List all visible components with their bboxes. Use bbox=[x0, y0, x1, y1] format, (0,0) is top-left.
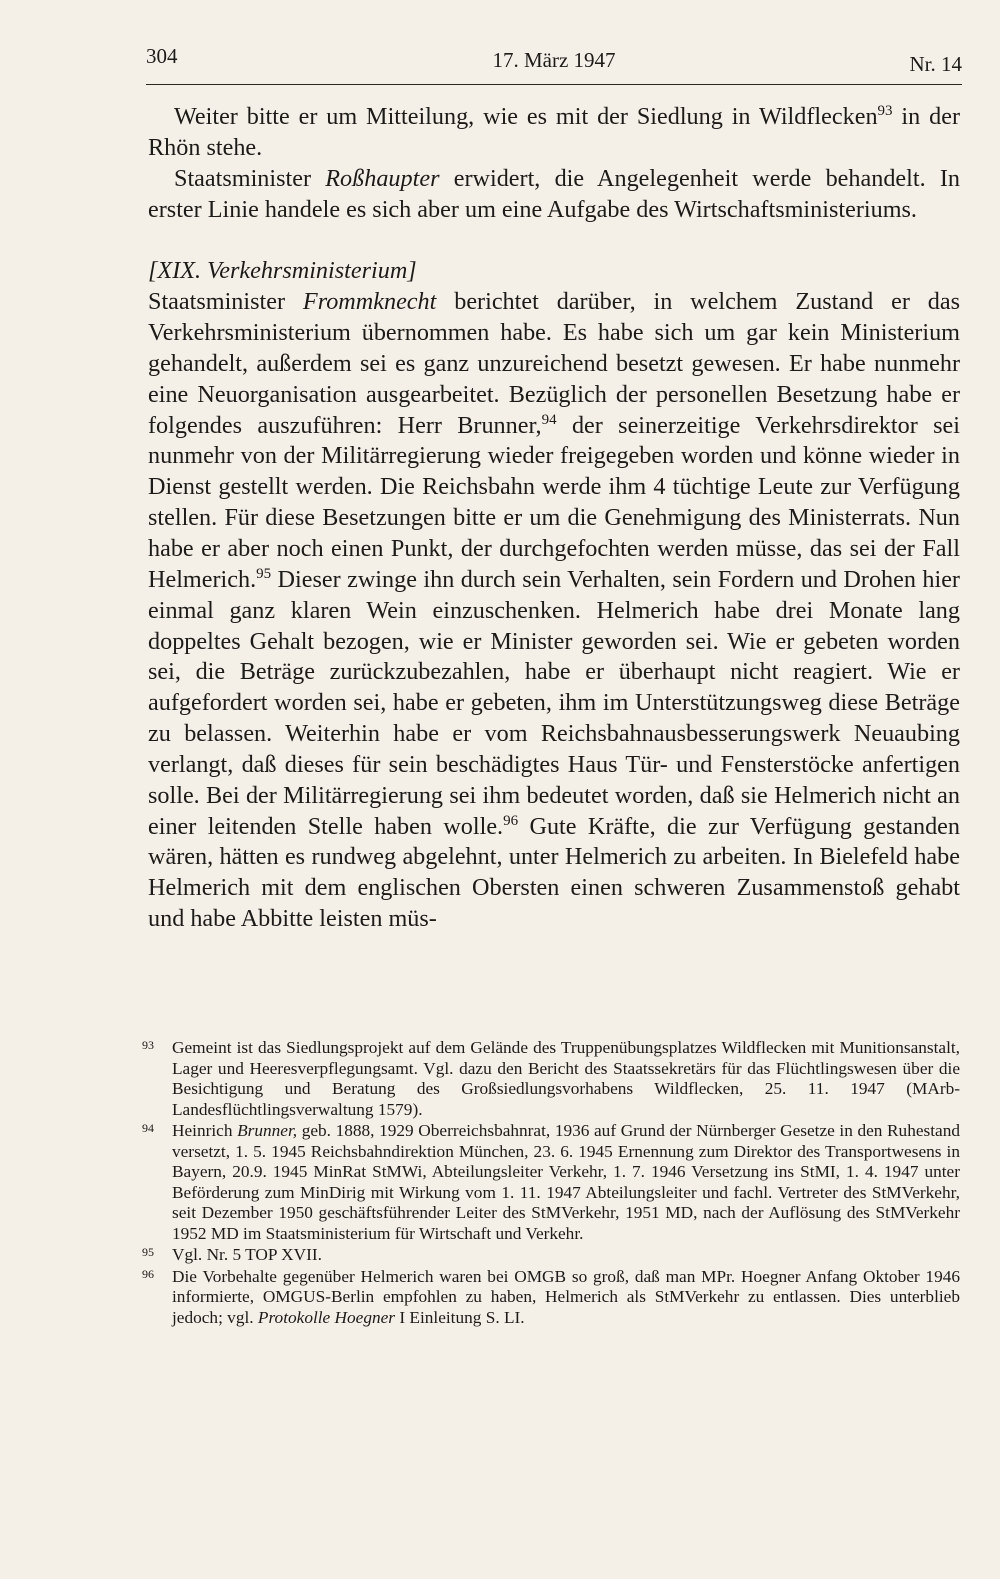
footnote-number: 95 bbox=[142, 1245, 154, 1259]
footnote-text: Gemeint ist das Siedlungsprojekt auf dem Gelände des Truppenübungsplatzes Wildflecken mit Munitionsanstalt, Lager und Heeresverpflegungsamt. Vgl. dazu den Bericht des Staatssekretärs für das Flüchtlingswesen über die Besichtigung und Beratung des Großsiedlungsvorhabens Wildflecken, 25. 11. 1947 (MArb-Landesflüchtlingsverwaltung 1579). bbox=[172, 1038, 960, 1119]
footnote-95 bbox=[142, 1245, 960, 1266]
footnote-ref-96[interactable]: 96 bbox=[503, 812, 519, 829]
footnote-text: geb. 1888, 1929 Oberreichsbahnrat, 1936 auf Grund der Nürnberger Gesetze in den Ruhestand versetzt, 1. 5. 1945 Reichsbahndirektion München, 23. 6. 1945 Ernennung zum Direktor des Transportwesens in Bayern, 20.9. 1945 MinRat StMWi, Abteilungsleiter Verkehr, 1. 7. 1946 Versetzung ins StMI, 1. 4. 1947 unter Beförderung zum MinDirig mit Wirkung vom 1. 11. 1947 Abteilungsleiter und fachl. Vertreter des StMVerkehr, seit Dezember 1950 geschäftsführender Leiter des StMVerkehr, 1951 MD, nach der Auflösung des StMVerkehr 1952 MD im Staatsministerium für Wirtschaft und Verkehr. bbox=[172, 1121, 960, 1243]
paragraph-text: der seinerzeitige Verkehrsdirektor sei nunmehr von der Militärregierung wieder freigegeben worden und könne wieder in Dienst gestellt werden. Die Reichsbahn werde ihm 4 tüchtige Leute zur Verfügung stellen. Für diese Besetzungen bitte er um die Genehmigung des Ministerrats. Nun habe er aber noch einen Punkt, der durchgefochten werden müsse, das sei der Fall Helmerich. bbox=[148, 411, 960, 593]
paragraph-text: Staatsminister bbox=[148, 288, 303, 316]
footnote-ref-94[interactable]: 94 bbox=[541, 411, 557, 428]
paragraph-text: Weiter bitte er um Mitteilung, wie es mit der Siedlung in Wildflecken bbox=[174, 103, 878, 130]
document-number: Nr. 14 bbox=[909, 52, 962, 76]
running-header bbox=[146, 44, 962, 85]
footnote-96 bbox=[142, 1267, 960, 1329]
main-text bbox=[148, 102, 960, 935]
footnote-text: I Einleitung S. LI. bbox=[395, 1307, 525, 1327]
paragraph-text: Dieser zwinge ihn durch sein Verhalten, sein Fordern und Drohen hier einmal ganz klaren Wein einzuschenken. Helmerich habe drei Monate lang doppeltes Gehalt bezogen, wie er Minister geworden sei. Wie er gebeten worden sei, die Beträge zurückzubezahlen, habe er überhaupt nicht reagiert. Wie er aufgefordert worden sei, habe er gebeten, ihm im Unterstützungsweg diese Beträge zu belassen. Weiterhin habe er vom Reichsbahnausbesserungswerk Neuaubing verlangt, daß dieses für sein beschädigtes Haus Tür- und Fensterstöcke anfertigen solle. Bei der Militärregierung sei ihm bedeutet worden, daß sie Helmerich nicht an einer leitenden Stelle haben wolle. bbox=[148, 565, 960, 840]
paragraph-text: Staatsminister bbox=[174, 164, 326, 192]
footnote-text: Heinrich bbox=[172, 1121, 238, 1140]
paragraph-rosshaupter bbox=[148, 164, 960, 226]
paragraph-text: in der Rhön stehe. bbox=[148, 103, 961, 161]
footnote-text: Vgl. Nr. 5 TOP XVII. bbox=[172, 1245, 322, 1264]
paragraph-text: Gute Kräfte, die zur Verfügung gestanden wären, hätten es rundweg abgelehnt, unter Helmerich zu arbeiten. In Bielefeld habe Helmerich mit dem englischen Obersten einen schweren Zusammenstoß gehabt und habe Abbitte leisten müs- bbox=[148, 812, 960, 933]
header-date: 17. März 1947 bbox=[492, 48, 616, 72]
section-heading-text: [XIX. Verkehrsministerium] bbox=[148, 257, 417, 285]
paragraph-frommknecht bbox=[148, 287, 960, 935]
person-name: Brunner, bbox=[237, 1121, 298, 1140]
footnote-93 bbox=[142, 1038, 960, 1120]
section-heading bbox=[148, 256, 960, 287]
footnote-number: 93 bbox=[142, 1038, 154, 1052]
footnote-text: Die Vorbehalte gegenüber Helmerich waren bei OMGB so groß, daß man MPr. Hoegner Anfang Oktober 1946 informierte, OMGUS-Berlin empfohlen zu haben, Helmerich als StMVerkehr zu entlassen. Dies unterblieb jedoch; vgl. bbox=[172, 1266, 960, 1327]
footnote-number: 96 bbox=[142, 1266, 154, 1281]
footnote-ref-93[interactable]: 93 bbox=[877, 103, 893, 119]
footnotes bbox=[142, 1038, 960, 1329]
paragraph-siedlung bbox=[148, 102, 960, 164]
paragraph-text: erwidert, die Angelegenheit werde behandelt. In erster Linie handele es sich aber um eine Aufgabe des Wirtschaftsministeriums. bbox=[148, 164, 961, 223]
footnote-ref-95[interactable]: 95 bbox=[256, 565, 272, 582]
minister-name: Frommknecht bbox=[302, 288, 437, 316]
footnote-94 bbox=[142, 1121, 960, 1244]
paragraph-text: berichtet darüber, in welchem Zustand er das Verkehrsministerium übernommen habe. Es habe sich um gar kein Ministerium gehandelt, außerdem sei es ganz unzureichend besetzt gewesen. Er habe nunmehr eine Neuorganisation ausgearbeitet. Bezüglich der personellen Besetzung habe er folgendes auszuführen: Herr Brunner, bbox=[148, 288, 961, 439]
publication-title: Protokolle Hoegner bbox=[257, 1307, 396, 1327]
minister-name: Roßhaupter bbox=[325, 164, 440, 192]
footnote-number: 94 bbox=[142, 1121, 154, 1135]
page-number: 304 bbox=[146, 44, 178, 68]
